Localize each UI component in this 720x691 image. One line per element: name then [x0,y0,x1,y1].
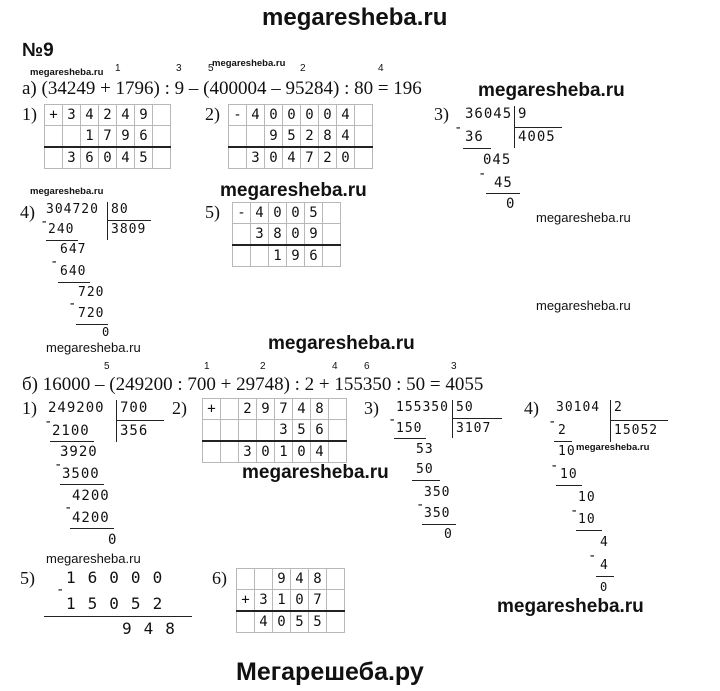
order-index: 1 [115,63,121,74]
column-addition: + 3 4 2 4 9 1 7 9 6 3 6 0 4 5 [44,104,171,169]
remainder: 0 [600,580,609,594]
expression-b: б) 16000 – (249200 : 700 + 29748) : 2 + 155350 : 50 = 4055 [22,374,484,395]
order-index: 4 [332,361,338,372]
column-subtraction: - 4 0 0 0 0 4 9 5 2 8 4 3 0 4 7 2 0 [228,104,373,169]
remainder: 0 [444,527,453,542]
watermark-small: megaresheba.ru [576,442,650,453]
watermark-mid: megaresheba.ru [242,462,389,483]
plus-sign: + [203,399,221,420]
quotient: 3107 [456,421,492,436]
divisor: 2 [614,400,623,415]
partial: 720 [78,306,105,321]
order-index: 1 [204,361,210,372]
dividend: 30104 [556,400,601,415]
problem-number: №9 [22,40,54,61]
dividend: 36045 [465,106,513,122]
division-rule [107,220,151,221]
order-index: 2 [260,361,266,372]
step-label: 3) [364,398,379,418]
watermark-small: megaresheba.ru [536,210,631,225]
partial: 3500 [62,466,100,482]
order-index: 5 [104,361,110,372]
column-addition: + 2 9 7 4 8 3 5 6 3 0 1 0 4 [202,398,347,463]
minus-sign: - [570,503,580,519]
watermark-mid: megaresheba.ru [220,180,367,201]
watermark-mid: megaresheba.ru [497,596,644,617]
watermark-small: megaresheba.ru [30,186,104,197]
minus-sign: - [478,166,488,182]
dividend: 155350 [396,400,449,415]
minus-sign: - [388,412,398,428]
watermark-small: megaresheba.ru [30,67,104,78]
divisor: 700 [120,400,149,416]
dividend: 304720 [46,202,99,217]
step-label: 4) [524,398,539,418]
partial: 647 [60,242,87,257]
minus-sign: - [68,296,78,312]
partial: 2100 [52,423,90,439]
step-label: 5) [205,202,220,222]
partial: 4 [600,558,609,573]
quotient: 356 [120,423,149,439]
divisor: 80 [111,202,129,217]
partial: 10 [558,444,576,459]
minus-sign: - [550,458,560,474]
quotient: 4005 [518,129,556,145]
watermark-small: megaresheba.ru [212,58,286,69]
partial: 53 [416,442,434,457]
watermark-small: megaresheba.ru [46,340,141,355]
minus-sign: - [454,120,464,136]
column-subtraction: - 4 0 0 5 3 8 0 9 1 9 6 [232,202,341,267]
partial: 36 [465,129,484,145]
division-bar [610,400,611,442]
order-index: 5 [208,63,214,74]
partial: 10 [560,467,578,482]
watermark-mid: megaresheba.ru [478,80,625,101]
minus-sign: - [233,203,251,224]
quotient: 3809 [111,222,147,237]
watermark-top: megaresheba.ru [262,4,448,31]
minus-sign: - [416,497,426,513]
minus-sign: - [40,214,50,230]
watermark-bottom: Мегарешеба.ру [236,658,424,686]
step-label: 1) [22,398,37,418]
partial: 350 [424,485,451,500]
partial: 240 [48,222,75,237]
partial: 3920 [60,444,98,460]
watermark-mid: megaresheba.ru [268,333,415,354]
division-rule [116,420,164,421]
partial: 4200 [72,510,110,526]
divisor: 50 [456,400,474,415]
watermark-small: megaresheba.ru [46,551,141,566]
partial: 45 [494,175,513,191]
partial: 2 [558,423,567,438]
partial: 50 [416,462,434,477]
division-bar [116,400,117,442]
plus-sign: + [237,590,255,612]
minus-sign: - [588,548,598,564]
division-rule [514,127,562,128]
minus-sign: - [229,105,247,126]
result-rule [44,616,192,617]
partial: 720 [78,285,105,300]
remainder: 0 [108,532,118,548]
division-rule [610,420,668,421]
step-label: 4) [20,202,35,222]
partial: 4200 [72,488,110,504]
dividend: 249200 [48,400,105,416]
remainder: 0 [506,196,516,212]
partial: 640 [60,264,87,279]
step-label: 2) [205,104,220,124]
step-label: 3) [434,104,449,124]
minus-sign: - [54,457,64,473]
partial: 045 [483,152,512,168]
partial: 10 [578,490,596,505]
division-rule [452,418,502,419]
remainder: 0 [102,325,111,339]
order-index: 3 [176,63,182,74]
plus-sign: + [45,105,63,126]
partial: 350 [424,506,451,521]
column-addition: 9 4 8 + 3 1 0 7 4 0 5 5 [236,568,345,633]
minus-sign: - [50,254,60,270]
expression-a: а) (34249 + 1796) : 9 – (400004 – 95284) : 80 = 196 [22,78,422,99]
division-bar [107,202,108,240]
order-index: 4 [378,63,384,74]
watermark-small: megaresheba.ru [536,298,631,313]
order-index: 3 [451,361,457,372]
step-label: 1) [22,104,37,124]
partial: 10 [578,512,596,527]
order-index: 2 [300,63,306,74]
minus-sign: - [56,582,66,598]
partial: 150 [396,421,423,436]
partial: 4 [600,535,609,550]
minus-sign: - [64,500,74,516]
minus-sign: - [548,414,558,430]
order-index: 6 [364,361,370,372]
column-subtraction: 16000 [66,568,175,587]
quotient: 15052 [614,423,659,438]
step-label: 2) [172,398,187,418]
division-bar [452,400,453,438]
divisor: 9 [518,106,528,122]
step-label: 5) [20,568,35,588]
minus-sign: - [44,414,54,430]
step-label: 6) [212,568,227,588]
